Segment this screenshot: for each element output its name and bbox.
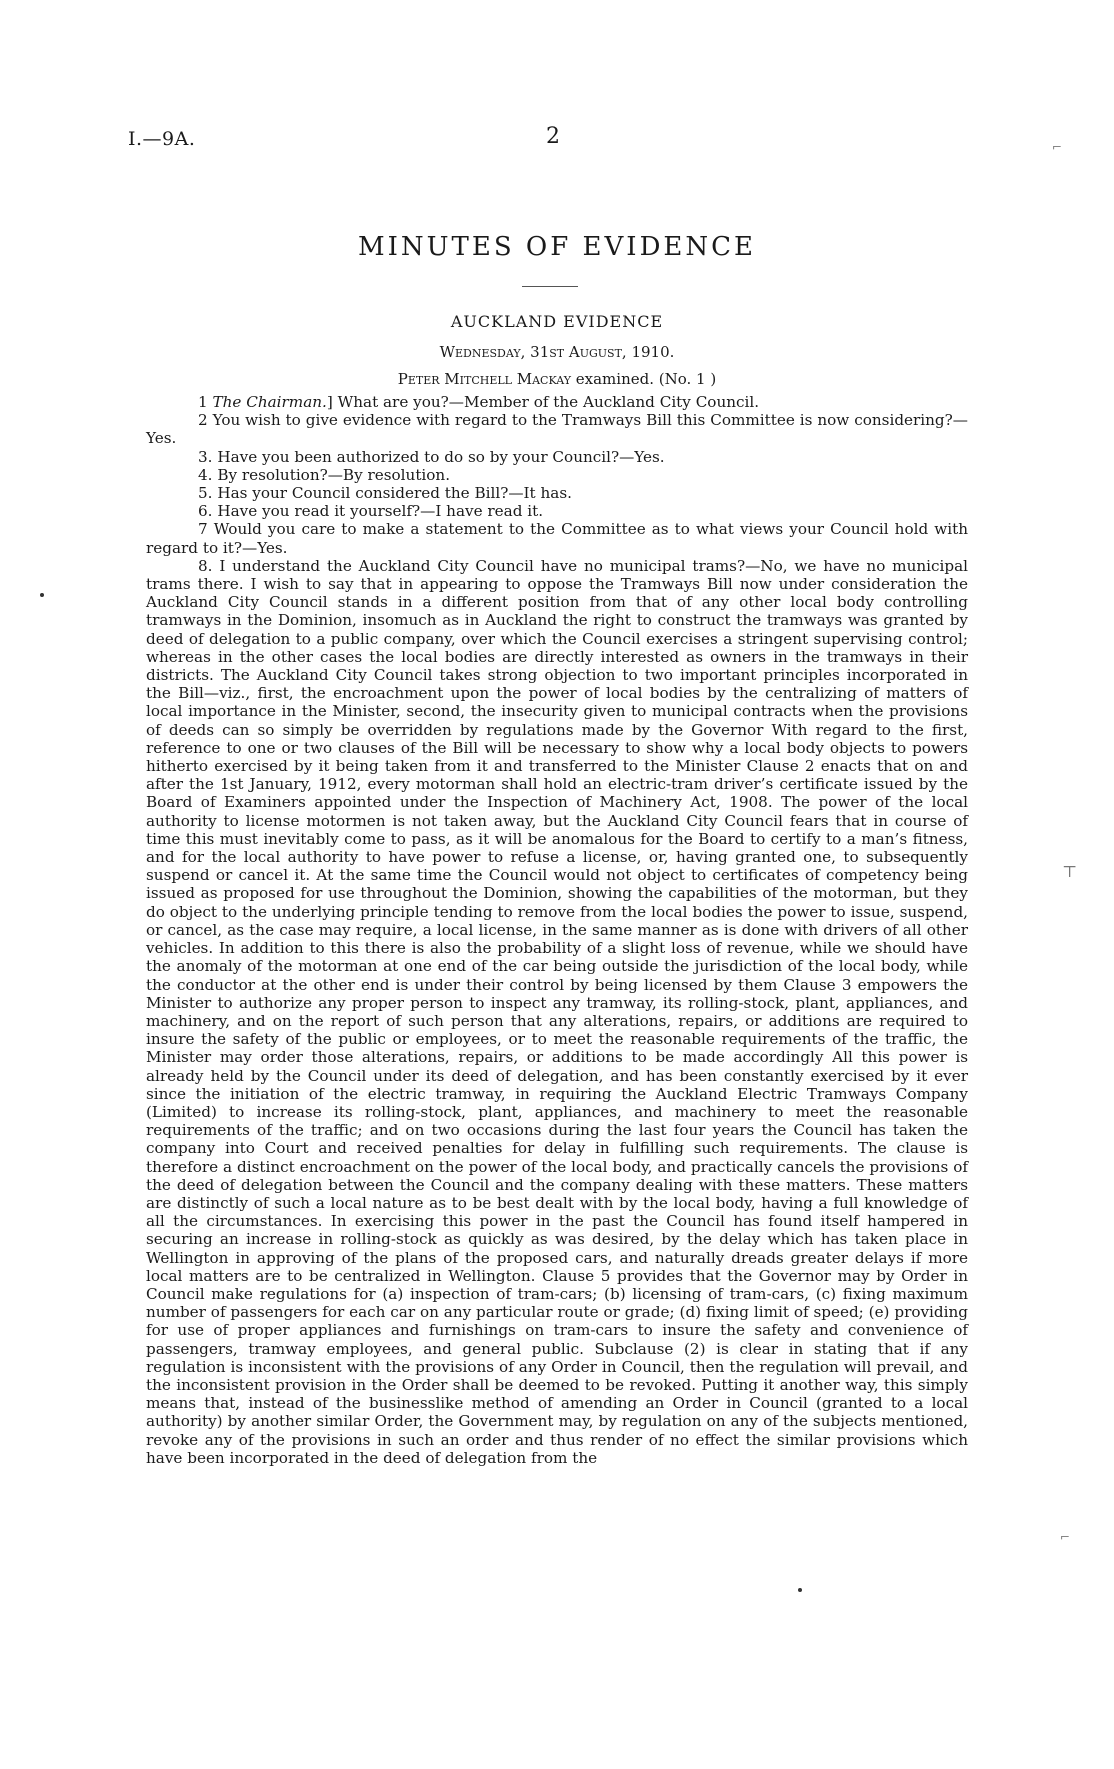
evidence-body (146, 393, 968, 1467)
scan-artifact-mark: ⌐ (1060, 1530, 1071, 1544)
question-1 (146, 393, 968, 411)
speaker-name: The Chairman. (212, 393, 327, 411)
question-3: 3. Have you been authorized to do so by your Council?—Yes. (198, 447, 665, 466)
question-6: 6. Have you read it yourself?—I have read it. (198, 502, 544, 521)
question-4: 4. By resolution?—By resolution. (198, 465, 451, 484)
page-number: 2 (546, 124, 560, 149)
scan-artifact-mark: ⌐ (1052, 140, 1063, 154)
question-7: 7 Would you care to make a statement to the Committee as to what views your Council hold with regard to it?—Yes. (146, 520, 968, 557)
question-2: 2 You wish to give evidence with regard to the Tramways Bill this Committee is now considering?—Yes. (146, 411, 968, 448)
question-8: 8. I understand the Auckland City Council have no municipal trams?—No, we have no municipal trams there. I wish to say that in appearing to oppose the Tramways Bill now under consideration the Auckland City Council stands in a different position from that of any other local body controlling tramways in the Dominion, insomuch as in Auckland the right to construct the tramways was granted by deed of delegation to a public company, over which the Council exercises a stringent supervising control; whereas in the other cases the local bodies are directly interested as owners in the tramways in their districts. The Auckland City Council takes strong objection to two important principles incorporated in the Bill—viz., first, the encroachment upon the power of local bodies by the centralizing of matters of local importance in the Minister, second, the insecurity given to municipal contracts when the provisions of deeds can so simply be overridden by regulations made by the Governor With regard to the first, reference to one or two clauses of the Bill will be necessary to show why a local body objects to powers hitherto exercised by it being taken from it and transferred to the Minister Clause 2 enacts that on and after the 1st January, 1912, every motorman shall hold an electric-tram driver’s certificate issued by the Board of Examiners appointed under the Inspection of Machinery Act, 1908. The power of the local authority to license motormen is not taken away, but the Auckland City Council fears that in course of time this must inevitably come to pass, as it will be anomalous for the Board to certify to a man’s fitness, and for the local authority to have power to refuse a license, or, having granted one, to subsequently suspend or cancel it. At the same time the Council would not object to certificates of competency being issued as proposed for use throughout the Dominion, showing the capabilities of the motorman, but they do object to the underlying principle tending to remove from the local bodies the power to issue, suspend, or cancel, as the case may require, a local license, in the same manner as is done with drivers of all other vehicles. In addition to this there is also the probability of a slight loss of revenue, while we should have the anomaly of the motorman at one end of the car being outside the jurisdiction of the local body, while the conductor at the other end is under their control by being licensed by them Clause 3 empowers the Minister to authorize any proper person to inspect any tramway, its rolling-stock, plant, appliances, and machinery, and on the report of such person that any alterations, repairs, or additions are required to insure the safety of the public or employees, or to meet the reasonable requirements of the traffic, the Minister may order those alterations, repairs, or additions to be made accordingly All this power is already held by the Council under its deed of delegation, and has been constantly exercised by it ever since the initiation of the electric tramway, in requiring the Auckland Electric Tramways Company (Limited) to increase its rolling-stock, plant, appliances, and machinery to meet the reasonable requirements of the traffic; and on two occasions during the last four years the Council has taken the company into Court and received penalties for delay in fulfilling such requirements. The clause is therefore a distinct encroachment on the power of the local body, and practically cancels the provisions of the deed of delegation between the Council and the company dealing with these matters. These matters are distinctly of such a local nature as to be best dealt with by the local body, having a full knowledge of all the circumstances. In exercising this power in the past the Council has found itself hampered in securing an increase in rolling-stock as quickly as was desired, by the delay which has taken place in Wellington in approving of the plans of the proposed cars, and naturally dreads greater delays if more local matters are to be centralized in Wellington. Clause 5 provides that the Governor may by Order in Council make regulations for (a) inspection of tram-cars; (b) licensing of tram-cars, (c) fixing maximum number of passengers for each car on any particular route or grade; (d) fixing limit of speed; (e) providing for use of proper appliances and furnishings on tram-cars to insure the safety and convenience of passengers, tramway employees, and general public. Subclause (2) is clear in stating that if any regulation is inconsistent with the provisions of any Order in Council, then the regulation will prevail, and the inconsistent provision in the Order shall be deemed to be revoked. Putting it another way, this simply means that, instead of the businesslike method of amending an Order in Council (granted to a local authority) by another similar Order, the Government may, by regulation on any of the subjects mentioned, revoke any of the provisions in such an order and thus render of no effect the similar provisions which have been incorporated in the deed of delegation from the (146, 556, 968, 1467)
question-number: 1 (198, 393, 208, 411)
page-reference: I.—9A. (128, 128, 196, 150)
witness-line (0, 370, 1114, 388)
question-5: 5. Has your Council considered the Bill?—It has. (198, 484, 572, 503)
scan-artifact-dot (798, 1588, 802, 1592)
sitting-date: Wednesday, 31st August, 1910. (439, 343, 675, 361)
section-heading: AUCKLAND EVIDENCE (450, 312, 664, 331)
witness-status: examined. (575, 370, 654, 388)
document-title: MINUTES OF EVIDENCE (357, 232, 757, 262)
question-text: ] What are you?—Member of the Auckland City Council. (326, 393, 760, 411)
witness-name: Peter Mitchell Mackay (397, 370, 571, 388)
witness-number: (No. 1 ) (658, 370, 717, 388)
title-divider (522, 286, 578, 287)
scan-artifact-mark: ⊤ (1062, 862, 1078, 881)
scan-artifact-dot (40, 593, 44, 597)
